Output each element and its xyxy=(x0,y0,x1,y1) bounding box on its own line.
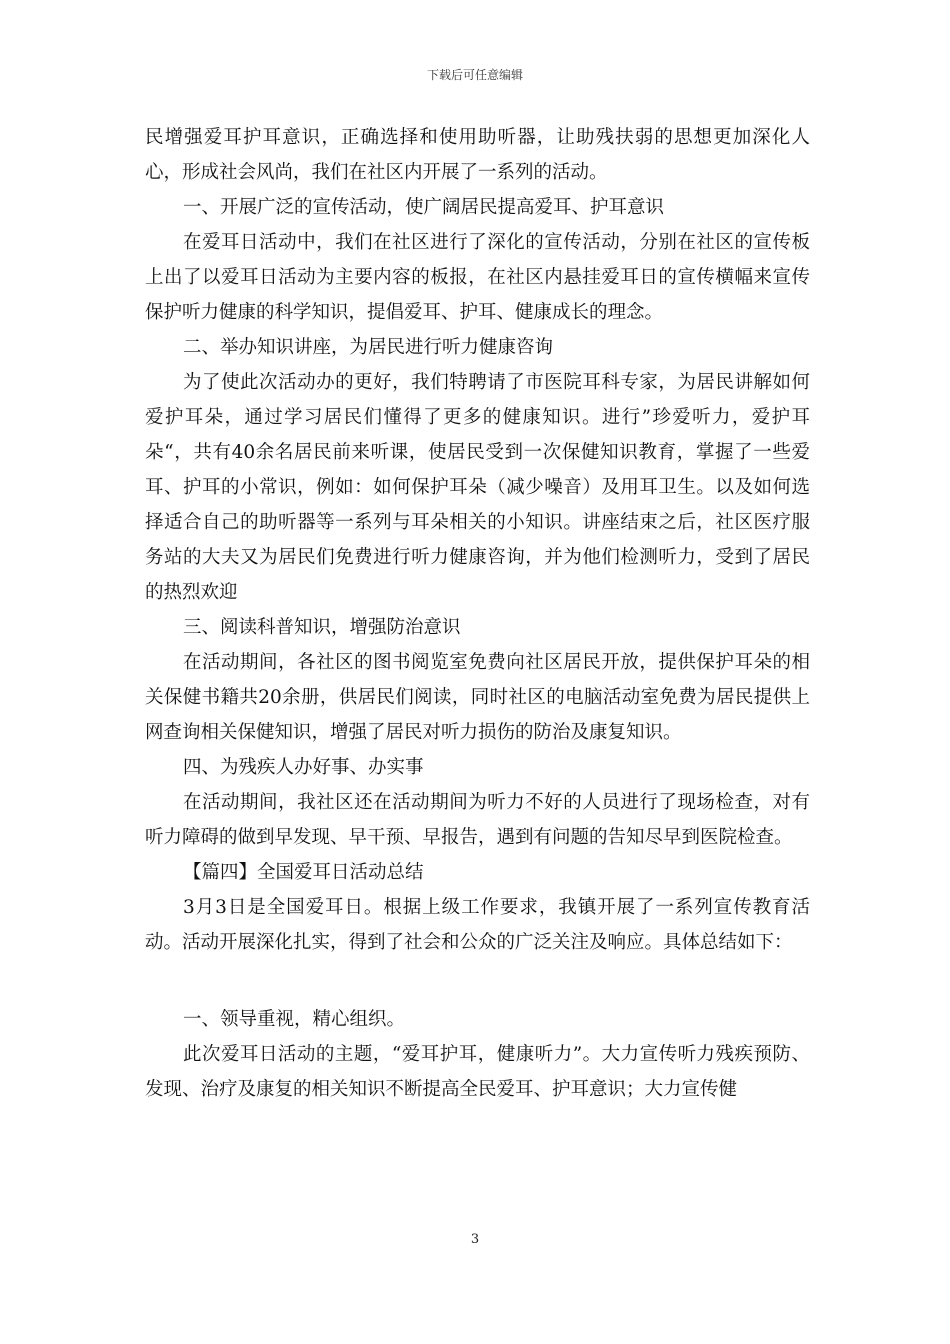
paragraph: 为了使此次活动办的更好，我们特聘请了市医院耳科专家，为居民讲解如何爱护耳朵，通过学习居民们懂得了更多的健康知识。进行”珍爱听力，爱护耳朵“，共有40余名居民前来听课，使居民受到一次保健知识教育，掌握了一些爱耳、护耳的小常识，例如：如何保护耳朵（减少噪音）及用耳卫生。以及如何选择适合自己的助听器等一系列与耳朵相关的小知识。讲座结束之后，社区医疗服务站的大夫又为居民们免费进行听力健康咨询，并为他们检测听力，受到了居民的热烈欢迎 xyxy=(145,372,810,603)
paragraph: 在爱耳日活动中，我们在社区进行了深化的宣传活动，分别在社区的宣传板上出了以爱耳日活动为主要内容的板报，在社区内悬挂爱耳日的宣传横幅来宣传保护听力健康的科学知识，提倡爱耳、护耳、健康成长的理念。 xyxy=(145,232,810,323)
paragraph-continuation: 民增强爱耳护耳意识，正确选择和使用助听器，让助残扶弱的思想更加深化人心，形成社会风尚，我们在社区内开展了一系列的活动。 xyxy=(145,127,810,183)
section-heading-3: 三、阅读科普知识，增强防治意识 xyxy=(183,617,461,638)
paragraph: 3月3日是全国爱耳日。根据上级工作要求，我镇开展了一系列宣传教育活动。活动开展深化扎实，得到了社会和公众的广泛关注及响应。具体总结如下： xyxy=(145,897,810,953)
paragraph: 此次爱耳日活动的主题，“爱耳护耳，健康听力”。大力宣传听力残疾预防、发现、治疗及康复的相关知识不断提高全民爱耳、护耳意识；大力宣传健 xyxy=(145,1044,810,1100)
document-body xyxy=(145,120,810,1107)
paragraph: 在活动期间，各社区的图书阅览室免费向社区居民开放，提供保护耳朵的相关保健书籍共20余册，供居民们阅读，同时社区的电脑活动室免费为居民提供上网查询相关保健知识，增强了居民对听力损伤的防治及康复知识。 xyxy=(145,652,810,743)
page-header-note: 下载后可任意编辑 xyxy=(426,68,523,82)
paragraph-spacer xyxy=(145,960,810,1002)
section-heading-1: 一、开展广泛的宣传活动，使广阔居民提高爱耳、护耳意识 xyxy=(183,197,665,218)
section-heading-4: 四、为残疾人办好事、办实事 xyxy=(183,757,424,778)
paragraph: 在活动期间，我社区还在活动期间为听力不好的人员进行了现场检查，对有听力障碍的做到早发现、早干预、早报告，遇到有问题的告知尽早到医院检查。 xyxy=(145,792,810,848)
section-heading-2: 二、举办知识讲座，为居民进行听力健康咨询 xyxy=(183,337,554,358)
page-number: 3 xyxy=(470,1232,480,1247)
section-heading-1b: 一、领导重视，精心组织。 xyxy=(183,1009,406,1030)
article-title: 【篇四】全国爱耳日活动总结 xyxy=(183,862,424,883)
